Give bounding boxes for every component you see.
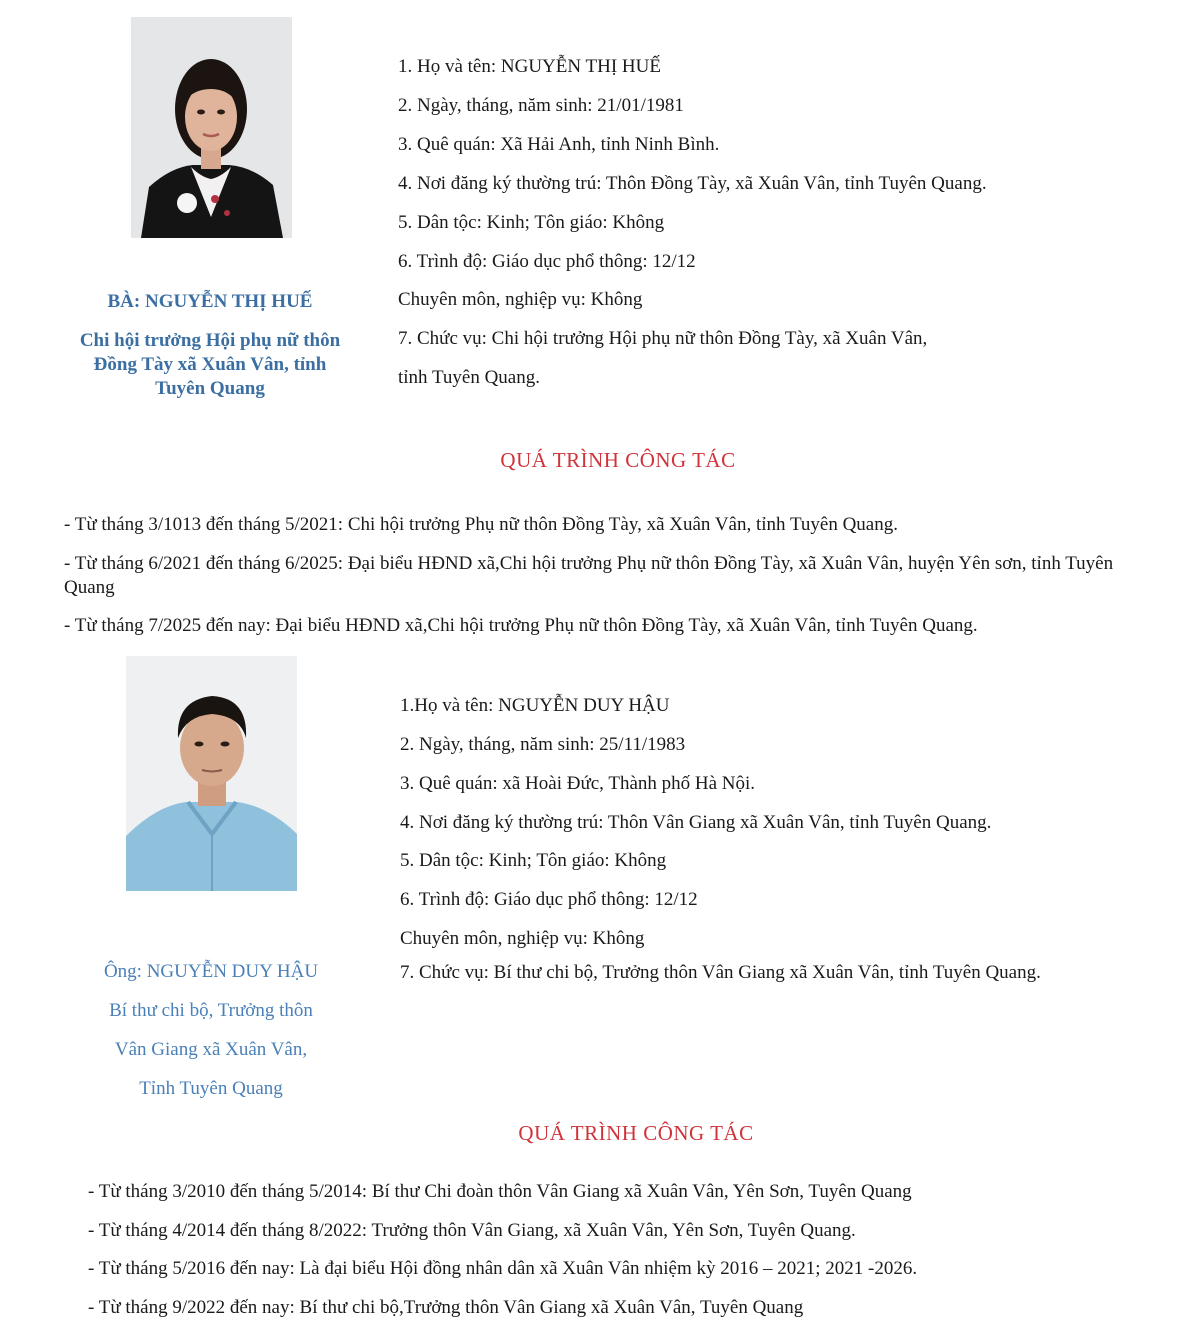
person1-history-item-2: - Từ tháng 6/2021 đến tháng 6/2025: Đại biểu HĐND xã,Chi hội trưởng Phụ nữ thôn Đồng Tày, xã Xuân Vân, huyện Yên sơn, tỉnh Tuyên Quang <box>64 553 1114 598</box>
person1-detail-hometown: 3. Quê quán: Xã Hải Anh, tỉnh Ninh Bình. <box>398 134 720 155</box>
person2-caption-role-line-2: Vân Giang xã Xuân Vân, <box>114 1039 308 1060</box>
person1-caption-role-line-1: Chi hội trưởng Hội phụ nữ thôn <box>79 330 341 351</box>
person1-caption-role-line-2: Đồng Tày xã Xuân Vân, tỉnh <box>93 354 327 375</box>
person1-detail-birthdate: 2. Ngày, tháng, năm sinh: 21/01/1981 <box>398 95 684 116</box>
person1-history-heading: QUÁ TRÌNH CÔNG TÁC <box>500 448 736 472</box>
person1-history-item-1: - Từ tháng 3/1013 đến tháng 5/2021: Chi hội trưởng Phụ nữ thôn Đồng Tày, xã Xuân Vân, tỉnh Tuyên Quang. <box>64 514 898 535</box>
person2-history-heading: QUÁ TRÌNH CÔNG TÁC <box>518 1121 754 1145</box>
person1-caption-name: BÀ: NGUYỄN THỊ HUẾ <box>107 291 313 312</box>
person1-detail-position: 7. Chức vụ: Chi hội trưởng Hội phụ nữ thôn Đồng Tày, xã Xuân Vân, <box>398 328 928 349</box>
person1-detail-residence: 4. Nơi đăng ký thường trú: Thôn Đồng Tày, xã Xuân Vân, tỉnh Tuyên Quang. <box>398 173 987 194</box>
person2-caption-role-line-1: Bí thư chi bộ, Trưởng thôn <box>109 1000 313 1021</box>
person2-detail-residence: 4. Nơi đăng ký thường trú: Thôn Vân Giang xã Xuân Vân, tỉnh Tuyên Quang. <box>400 812 992 833</box>
person2-history-item-3: - Từ tháng 5/2016 đến nay: Là đại biểu Hội đồng nhân dân xã Xuân Vân nhiệm kỳ 2016 – 2021; 2021 -2026. <box>88 1258 918 1279</box>
person1-history-item-3: - Từ tháng 7/2025 đến nay: Đại biểu HĐND xã,Chi hội trưởng Phụ nữ thôn Đồng Tày, xã Xuân Vân, tỉnh Tuyên Quang. <box>64 615 978 636</box>
person1-detail-profession: Chuyên môn, nghiệp vụ: Không <box>398 289 643 310</box>
person2-detail-name: 1.Họ và tên: NGUYỄN DUY HẬU <box>400 695 670 716</box>
portrait-photo-2 <box>126 656 297 891</box>
person2-caption-role-line-3: Tỉnh Tuyên Quang <box>139 1078 283 1099</box>
person2-detail-profession: Chuyên môn, nghiệp vụ: Không <box>400 928 645 949</box>
portrait-photo-woman-icon <box>131 17 292 238</box>
person1-detail-position-cont: tỉnh Tuyên Quang. <box>398 367 540 388</box>
person2-history-item-2: - Từ tháng 4/2014 đến tháng 8/2022: Trưởng thôn Vân Giang, xã Xuân Vân, Yên Sơn, Tuyên Quang. <box>88 1220 856 1241</box>
person1-detail-education: 6. Trình độ: Giáo dục phổ thông: 12/12 <box>398 251 696 272</box>
portrait-photo-man-icon <box>126 656 297 891</box>
person2-detail-hometown: 3. Quê quán: xã Hoài Đức, Thành phố Hà Nội. <box>400 773 756 794</box>
person1-caption-role-line-3: Tuyên Quang <box>155 378 265 399</box>
person1-detail-ethnicity-religion: 5. Dân tộc: Kinh; Tôn giáo: Không <box>398 212 665 233</box>
person2-detail-birthdate: 2. Ngày, tháng, năm sinh: 25/11/1983 <box>400 734 686 755</box>
person2-history-item-4: - Từ tháng 9/2022 đến nay: Bí thư chi bộ,Trưởng thôn Vân Giang xã Xuân Vân, Tuyên Quang <box>88 1297 804 1318</box>
person2-detail-education: 6. Trình độ: Giáo dục phổ thông: 12/12 <box>400 889 698 910</box>
person1-detail-name: 1. Họ và tên: NGUYỄN THỊ HUẾ <box>398 56 661 77</box>
person2-history-item-1: - Từ tháng 3/2010 đến tháng 5/2014: Bí thư Chi đoàn thôn Vân Giang xã Xuân Vân, Yên Sơn, Tuyên Quang <box>88 1181 912 1202</box>
person2-caption-name: Ông: NGUYỄN DUY HẬU <box>103 961 319 982</box>
person2-detail-position: 7. Chức vụ: Bí thư chi bộ, Trưởng thôn Vân Giang xã Xuân Vân, tỉnh Tuyên Quang. <box>400 962 1041 983</box>
person2-detail-ethnicity-religion: 5. Dân tộc: Kinh; Tôn giáo: Không <box>400 850 667 871</box>
portrait-photo-1 <box>131 17 292 238</box>
